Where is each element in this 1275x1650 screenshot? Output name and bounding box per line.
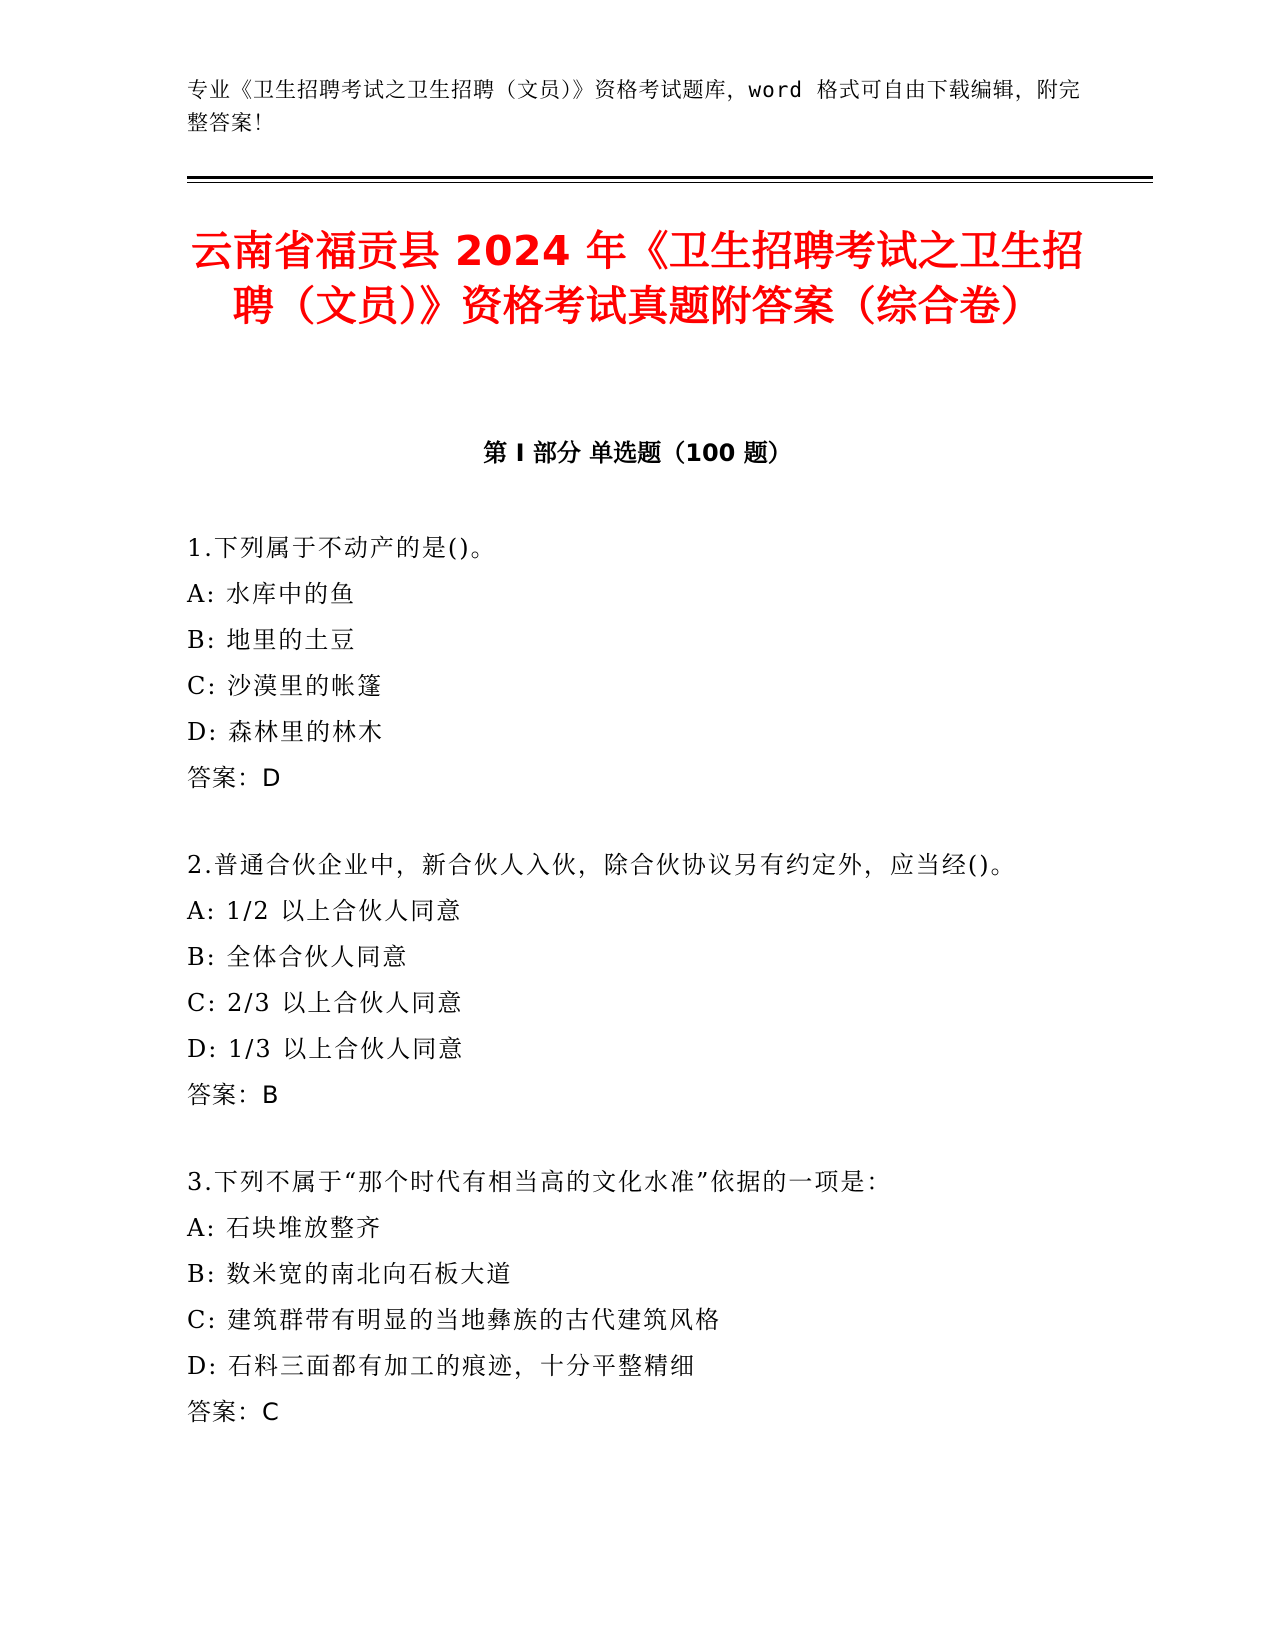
question-stem: 2.普通合伙企业中，新合伙人入伙，除合伙协议另有约定外，应当经()。	[187, 851, 1017, 879]
answer-line: 答案：D	[187, 764, 282, 792]
option-b: B: 数米宽的南北向石板大道	[187, 1260, 513, 1288]
section-heading: 第 I 部分 单选题（100 题）	[483, 439, 792, 467]
option-a: A: 水库中的鱼	[187, 580, 357, 608]
option-b: B: 全体合伙人同意	[187, 943, 409, 971]
answer-line: 答案：B	[187, 1081, 280, 1109]
question-2	[187, 842, 1067, 1118]
document-title: 云南省福贡县 2024 年《卫生招聘考试之卫生招聘（文员）》资格考试真题附答案（综合卷）	[191, 227, 1084, 330]
option-c: C: 沙漠里的帐篷	[187, 672, 384, 700]
option-d: D: 1/3 以上合伙人同意	[187, 1035, 465, 1063]
header-divider-thick	[187, 176, 1153, 179]
question-3	[187, 1159, 1067, 1435]
option-c: C: 2/3 以上合伙人同意	[187, 989, 464, 1017]
header-divider-thin	[187, 182, 1153, 183]
header-note: 专业《卫生招聘考试之卫生招聘（文员）》资格考试题库，word 格式可自由下载编辑，附完整答案！	[187, 78, 1081, 135]
question-stem: 3.下列不属于“那个时代有相当高的文化水准”依据的一项是：	[187, 1168, 893, 1196]
option-a: A: 石块堆放整齐	[187, 1214, 383, 1242]
option-c: C: 建筑群带有明显的当地彝族的古代建筑风格	[187, 1306, 722, 1334]
question-1	[187, 525, 1067, 801]
option-d: D: 森林里的林木	[187, 718, 384, 746]
option-b: B: 地里的土豆	[187, 626, 357, 654]
option-a: A: 1/2 以上合伙人同意	[187, 897, 463, 925]
option-d: D: 石料三面都有加工的痕迹，十分平整精细	[187, 1352, 696, 1380]
answer-line: 答案：C	[187, 1398, 280, 1426]
question-stem: 1.下列属于不动产的是()。	[187, 534, 497, 562]
question-list	[187, 525, 1067, 1476]
